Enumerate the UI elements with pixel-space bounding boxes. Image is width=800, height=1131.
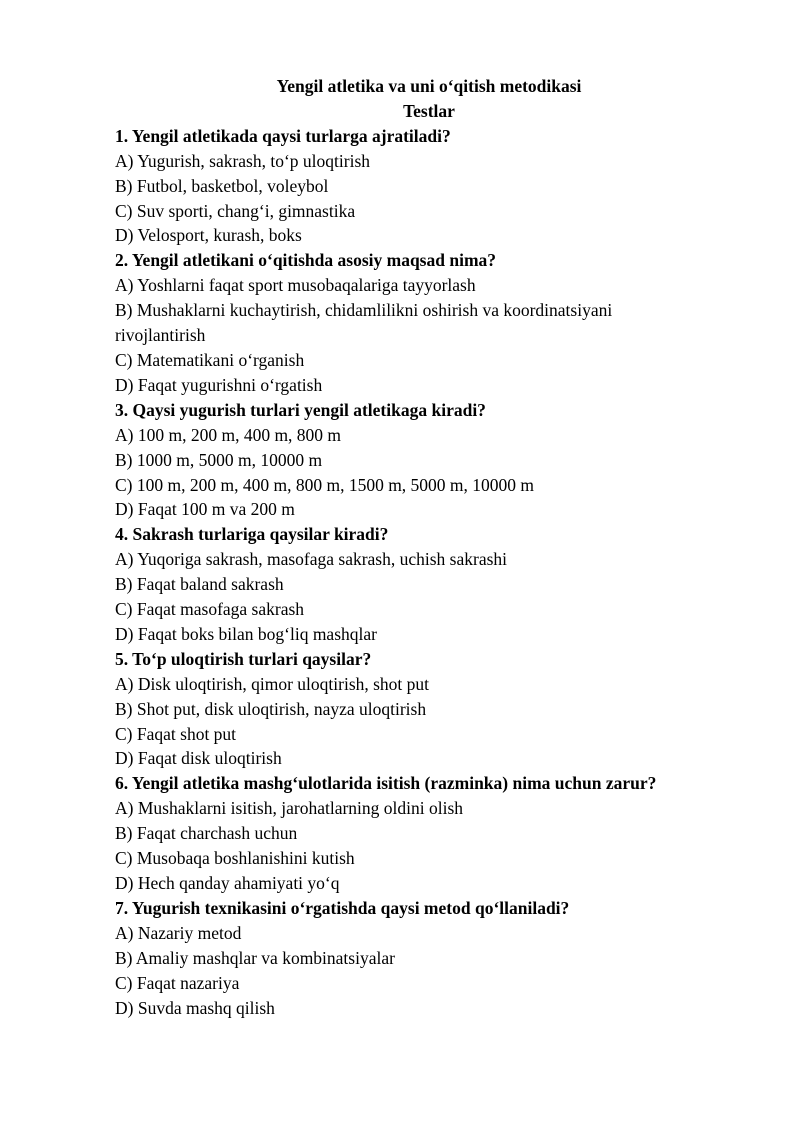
- answer-option: B) Mushaklarni kuchaytirish, chidamlilikni oshirish va koordinatsiyani rivojlantirish: [115, 300, 613, 346]
- answer-option: B) Faqat baland sakrash: [115, 574, 284, 595]
- question-block-3: [115, 398, 715, 523]
- answer-option: A) Yoshlarni faqat sport musobaqalariga tayyorlash: [115, 275, 476, 296]
- answer-option: A) Nazariy metod: [115, 922, 242, 943]
- answer-option: C) Faqat nazariya: [115, 972, 240, 993]
- answer-option: D) Faqat 100 m va 200 m: [115, 499, 295, 520]
- document-subtitle: Testlar: [403, 100, 455, 121]
- answer-option: D) Suvda mashq qilish: [115, 997, 275, 1018]
- answer-option: B) Amaliy mashqlar va kombinatsiyalar: [115, 947, 395, 968]
- answer-option: B) 1000 m, 5000 m, 10000 m: [115, 449, 323, 470]
- question-text: 7. Yugurish texnikasini o‘rgatishda qaysi metod qo‘llaniladi?: [115, 897, 570, 918]
- question-text: 4. Sakrash turlariga qaysilar kiradi?: [115, 524, 389, 545]
- question-block-6: [115, 771, 715, 896]
- answer-option: D) Velosport, kurash, boks: [115, 225, 302, 246]
- answer-option: C) Suv sporti, chang‘i, gimnastika: [115, 200, 356, 221]
- answer-option: C) Musobaqa boshlanishini kutish: [115, 848, 355, 869]
- question-text: 5. To‘p uloqtirish turlari qaysilar?: [115, 648, 372, 669]
- document-title: Yengil atletika va uni o‘qitish metodikasi: [276, 76, 582, 96]
- question-block-4: [115, 522, 715, 647]
- answer-option: C) 100 m, 200 m, 400 m, 800 m, 1500 m, 5000 m, 10000 m: [115, 474, 535, 495]
- document-page: [115, 74, 715, 1020]
- answer-option: D) Faqat yugurishni o‘rgatish: [115, 374, 323, 395]
- answer-option: D) Faqat disk uloqtirish: [115, 748, 282, 769]
- question-block-2: [115, 248, 715, 397]
- answer-option: C) Faqat masofaga sakrash: [115, 599, 305, 620]
- answer-option: B) Faqat charchash uchun: [115, 823, 298, 844]
- answer-option: A) Yugurish, sakrash, to‘p uloqtirish: [115, 150, 371, 171]
- question-text: 2. Yengil atletikani o‘qitishda asosiy maqsad nima?: [115, 250, 497, 271]
- question-block-5: [115, 647, 715, 772]
- answer-option: B) Futbol, basketbol, voleybol: [115, 175, 329, 196]
- answer-option: A) 100 m, 200 m, 400 m, 800 m: [115, 424, 342, 445]
- question-text: 3. Qaysi yugurish turlari yengil atletikaga kiradi?: [115, 399, 486, 420]
- answer-option: A) Disk uloqtirish, qimor uloqtirish, shot put: [115, 673, 430, 694]
- answer-option: A) Mushaklarni isitish, jarohatlarning oldini olish: [115, 798, 464, 819]
- answer-option: A) Yuqoriga sakrash, masofaga sakrash, uchish sakrashi: [115, 549, 508, 570]
- answer-option: C) Matematikani o‘rganish: [115, 349, 305, 370]
- answer-option: B) Shot put, disk uloqtirish, nayza uloqtirish: [115, 698, 427, 719]
- answer-option: C) Faqat shot put: [115, 723, 237, 744]
- question-text: 6. Yengil atletika mashg‘ulotlarida isitish (razminka) nima uchun zarur?: [115, 773, 657, 794]
- question-block-7: [115, 896, 715, 1021]
- answer-option: D) Faqat boks bilan bog‘liq mashqlar: [115, 623, 377, 644]
- question-text: 1. Yengil atletikada qaysi turlarga ajratiladi?: [115, 125, 451, 146]
- answer-option: D) Hech qanday ahamiyati yo‘q: [115, 873, 340, 893]
- question-block-1: [115, 124, 715, 249]
